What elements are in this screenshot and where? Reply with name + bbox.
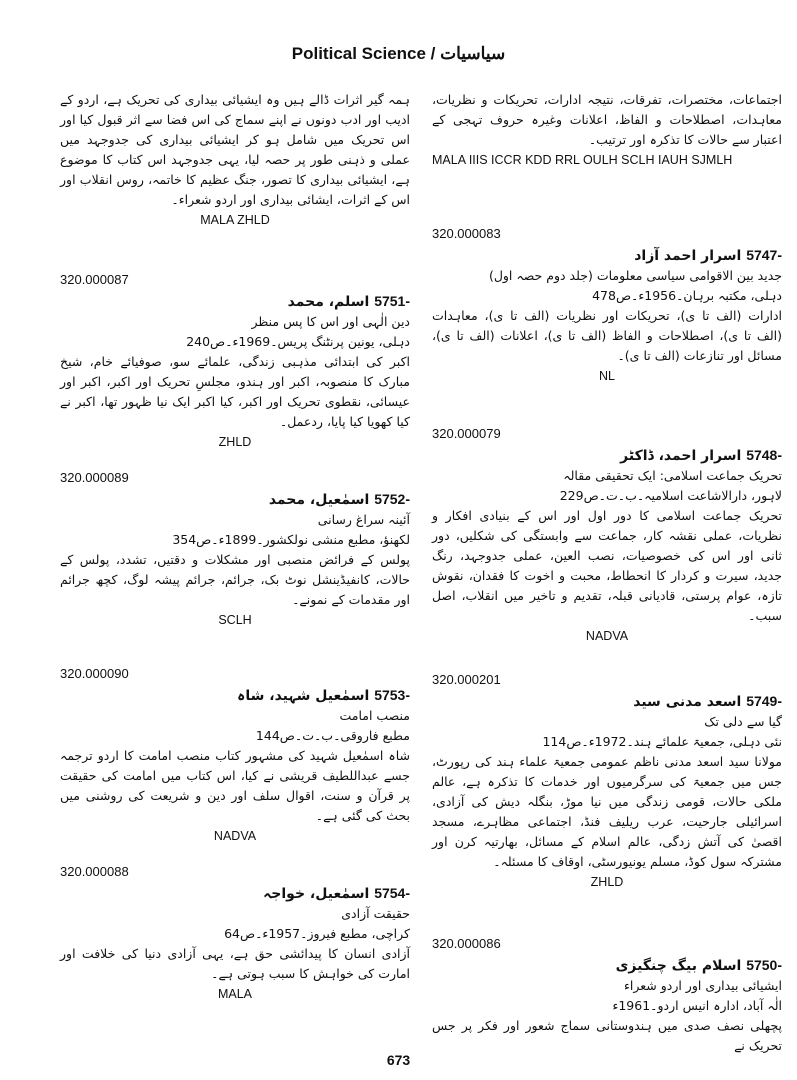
- entry-number: 5752-: [374, 491, 410, 507]
- author-name: اسلام بیگ چنگیزی: [615, 958, 742, 974]
- publication-info: دہلی، مکتبہ برہان۔1956ء۔ص478: [592, 288, 782, 303]
- book-title: منصب امامت: [339, 708, 410, 723]
- library-codes: NADVA: [585, 629, 629, 643]
- entry-5752: [60, 470, 410, 629]
- classification-code: 320.000086: [432, 936, 501, 951]
- book-title: حقیقت آزادی: [341, 906, 410, 921]
- library-codes: NADVA: [213, 829, 257, 843]
- library-codes: MALA ZHLD: [200, 213, 270, 227]
- entry-5753: [60, 666, 410, 845]
- classification-code: 320.000087: [60, 272, 129, 287]
- entry-number: 5749-: [746, 693, 782, 709]
- library-codes: MALA: [217, 987, 253, 1001]
- entry-number: 5750-: [746, 957, 782, 973]
- publication-info: لکھنؤ، مطبع منشی نولکشور۔1899ء۔ص354: [172, 532, 410, 547]
- book-title: دین الٰہی اور اس کا پس منظر: [251, 314, 410, 329]
- book-title: جدید بین الاقوامی سیاسی معلومات (جلد دوم حصہ اول): [488, 268, 782, 283]
- entry-heading: [60, 293, 410, 310]
- publication-info: لاہور، دارالاشاعت اسلامیہ۔ب۔ت۔ص229: [559, 488, 782, 503]
- entry-description: شاہ اسمٰعیل شہید کی مشہور کتاب منصب امامت کا اردو ترجمہ جسے عبداللطیف قریشی نے کیا، اس کتاب میں امامت کی حقیقت پر قرآن و سنت، اقوال سلف اور دین و شریعت کی روشنی میں بحث کی گئی ہے۔: [60, 748, 410, 823]
- book-title: تحریک جماعت اسلامی: ایک تحقیقی مقالہ: [563, 468, 782, 483]
- publication-info: مطبع فاروقی۔ب۔ت۔ص144: [255, 728, 410, 743]
- book-title: گیا سے دلی تک: [704, 714, 782, 729]
- entry-description: تحریک جماعت اسلامی کا دور اول اور اس کے بنیادی افکار و نظریات، عملی نقشہ کار، جماعت سے وابستگی کی شکلیں، دور ثانی اور اس کی خصوصیات، نصب العین، عملی جدوجہد، رنگ جدید، سیرت و کردار کا انحطاط، محبت و اخوت کا فقدان، نقوش تازہ، عوام پرستی، قادیانی قبلہ، تقدیم و تاخیر میں انقلاب، اصل سبب۔: [432, 508, 782, 623]
- classification-code: 320.000079: [432, 426, 501, 441]
- classification-code: 320.000083: [432, 226, 501, 241]
- entry-number: 5751-: [374, 293, 410, 309]
- entry-continued-left: [60, 90, 410, 229]
- library-codes: NL: [599, 369, 615, 383]
- entry-heading: [432, 957, 782, 974]
- library-codes: ZHLD: [218, 435, 252, 449]
- entry-heading: [432, 447, 782, 464]
- page-number: 673: [386, 1052, 411, 1068]
- entry-number: 5747-: [746, 247, 782, 263]
- entry-description: ادارات (الف تا ی)، تحریکات اور نظریات (الف تا ی)، معاہدات (الف تا ی)، اصطلاحات و الفاظ (الف تا ی)، اعلانات (الف تا ی)، مسائل اور تنازعات (الف تا ی)۔: [432, 308, 782, 363]
- author-name: اسلم، محمد: [287, 294, 370, 310]
- entry-5750: [432, 936, 782, 1056]
- publication-info: دہلی، یونین پرنٹنگ پریس۔1969ء۔ص240: [186, 334, 410, 349]
- entry-description: مولانا سید اسعد مدنی ناظم عمومی جمعیۃ علماء ہند کی رپورٹ، جس میں جمعیۃ کی سرگرمیوں اور خدمات کا تذکرہ ہے، عالم ملکی حالات، قومی زندگی میں نیا موڑ، بنگلہ دیش کی آزادی، اسرائیلی جارحیت، عرب ریلیف فنڈ، اجتماعی مظاہرے، مسجد اقصیٰ کی آتش زدگی، عالم اسلام کے مسائل، بھارتیہ کرن اور مشترکہ سول کوڈ، مسلم یونیورسٹی، اوقاف کا مسئلہ۔: [432, 754, 782, 869]
- library-codes: ZHLD: [590, 875, 624, 889]
- author-name: اسمٰعیل، خواجہ: [263, 886, 370, 902]
- book-title: ایشیائی بیداری اور اردو شعراء: [624, 978, 782, 993]
- entry-description: اکبر کی ابتدائی مذہبی زندگی، علمائے سو، صوفیائے خام، شیخ مبارک کا منصوبہ، اکبر اور ہندو، مجلسِ تحریک اور اکبر، اکبر اور عیسائی، نقطوی تحریک اور اکبر، کیا اکبر ایک نیا ظہور تھا، اکبر نے کیا کھویا کیا پایا، ردعمل۔: [60, 354, 410, 429]
- entry-description: ہمہ گیر اثرات ڈالے ہیں وہ ایشیائی بیداری کی تحریک ہے، اردو کے ادیب اور ادب دونوں نے اپنے سماج کی اس فضا سے اثر قبول کیا اور اس تحریک میں شامل ہو کر ایشیائی بیداری کی جدوجہد میں عملی و ذہنی طور پر حصہ لیا، یہی جدوجہد اس کتاب کا موضوع ہے، ایشیائی بیداری کا تصور، جنگ عظیم کا خاتمہ، روس انقلاب اور اس کے اثرات، ایشائی بیداری اور اردو شعراء۔: [60, 92, 410, 207]
- entry-continued-right: [432, 90, 782, 169]
- author-name: اسرار احمد، ڈاکٹر: [620, 448, 742, 464]
- library-codes: SCLH: [218, 613, 252, 627]
- publication-info: نئی دہلی، جمعیۃ علمائے ہند۔1972ء۔ص114: [542, 734, 782, 749]
- library-codes: MALA IIIS ICCR KDD RRL OULH SCLH IAUH SJMLH: [432, 153, 733, 167]
- entry-heading: [432, 247, 782, 264]
- entry-heading: [60, 491, 410, 508]
- classification-code: 320.000090: [60, 666, 129, 681]
- classification-code: 320.000089: [60, 470, 129, 485]
- author-name: اسمٰعیل، محمد: [268, 492, 370, 508]
- entry-description: پولس کے فرائض منصبی اور مشکلات و دقتیں، تشدد، پولس کے حالات، کانفیڈینشل نوٹ بک، جرائم، جرائم پیشہ لوگ، کچھ جرائم اور مقدمات کے نمونے۔: [60, 552, 410, 607]
- book-title: آئینہ سراغ رسانی: [317, 512, 410, 527]
- classification-code: 320.000088: [60, 864, 129, 879]
- entry-description: اجتماعات، مختصرات، تفرقات، نتیجہ ادارات، تحریکات و نظریات، معاہدات، اصطلاحات و الفاظ، اعلانات وغیرہ حروف تہجی کے اعتبار سے حالات کا تذکرہ اور ترتیب۔: [432, 92, 782, 147]
- entry-5751: [60, 272, 410, 451]
- entry-5748: [432, 426, 782, 645]
- classification-code: 320.000201: [432, 672, 501, 687]
- entry-heading: [432, 693, 782, 710]
- page-title: Political Science / سیاسیات: [291, 44, 506, 63]
- author-name: اسعد مدنی سید: [633, 694, 742, 710]
- entry-heading: [60, 687, 410, 704]
- publication-info: کراچی، مطبع فیروز۔1957ء۔ص64: [224, 926, 410, 941]
- entry-5754: [60, 864, 410, 1003]
- entry-5747: [432, 226, 782, 385]
- entry-heading: [60, 885, 410, 902]
- author-name: اسمٰعیل شہید، شاہ: [237, 688, 370, 704]
- entry-number: 5753-: [374, 687, 410, 703]
- entry-description: پچھلی نصف صدی میں ہندوستانی سماج شعور اور فکر پر جس تحریک نے: [432, 1018, 782, 1053]
- author-name: اسرار احمد آزاد: [634, 248, 742, 264]
- entry-number: 5748-: [746, 447, 782, 463]
- entry-description: آزادی انسان کا پیدائشی حق ہے، یہی آزادی دنیا کی خلافت اور امارت کی خواہش کا سبب ہوتی ہے۔: [60, 946, 410, 981]
- publication-info: الٰہ آباد، ادارہ انیس اردو۔1961ء: [612, 998, 782, 1013]
- entry-number: 5754-: [374, 885, 410, 901]
- entry-5749: [432, 672, 782, 891]
